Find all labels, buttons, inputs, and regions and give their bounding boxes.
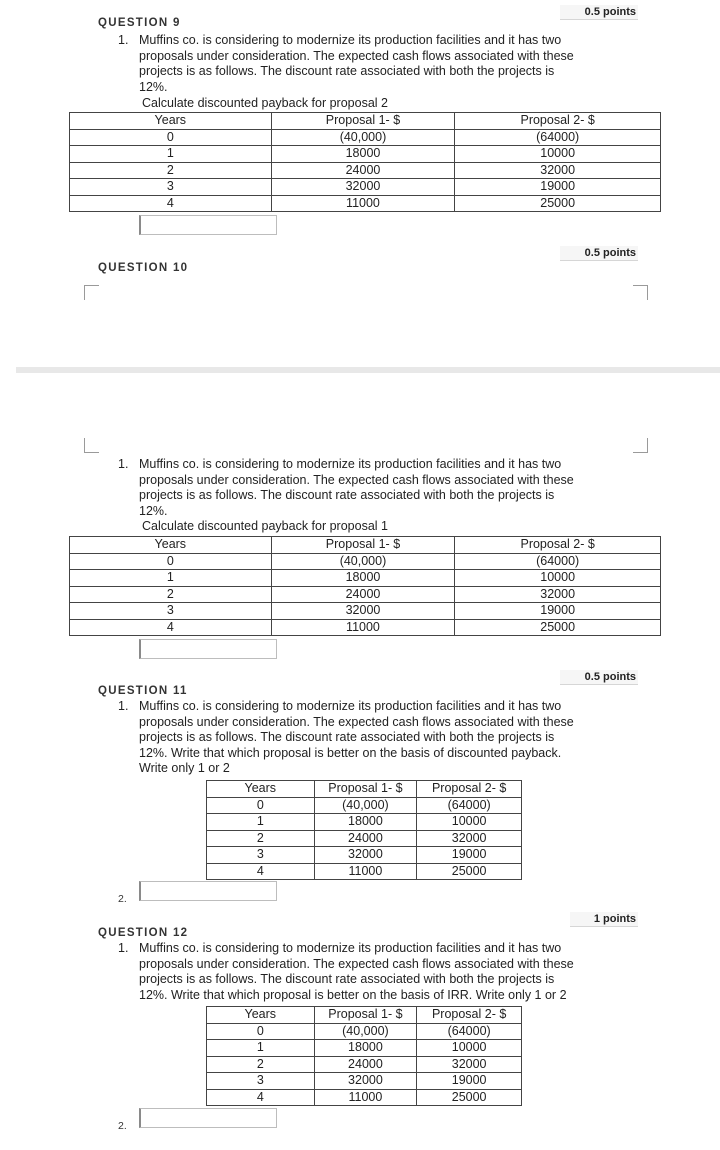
- q11-line: Write only 1 or 2: [139, 761, 230, 776]
- table-row: [207, 830, 522, 847]
- cell: 19000: [417, 847, 522, 864]
- cell: 11000: [271, 619, 455, 636]
- table-row: [70, 586, 661, 603]
- header-proposal-1: Proposal 1- $: [271, 113, 455, 130]
- crop-corner-top-right: [633, 285, 648, 300]
- q12-line: Muffins co. is considering to modernize its production facilities and it has two: [139, 941, 562, 955]
- cell: 32000: [417, 1056, 522, 1073]
- header-proposal-2: Proposal 2- $: [417, 1007, 522, 1024]
- q10-prompt: Calculate discounted payback for proposal 1: [142, 519, 388, 533]
- cell: 25000: [417, 863, 522, 880]
- q9-answer-input[interactable]: [139, 215, 277, 235]
- cell: 1: [70, 570, 272, 587]
- cell: 32000: [417, 830, 522, 847]
- table-row: [207, 1073, 522, 1090]
- cell: 2: [70, 162, 272, 179]
- table-row: [70, 553, 661, 570]
- cell: 2: [207, 830, 315, 847]
- q11-item-number: 1.: [118, 699, 129, 713]
- table-row: [207, 797, 522, 814]
- q9-points: 0.5 points: [560, 5, 638, 20]
- q12-line: projects is as follows. The discount rate associated with both the projects is: [139, 972, 555, 987]
- cell: 0: [70, 129, 272, 146]
- q12-item2-number: 2.: [118, 1120, 127, 1132]
- cell: 19000: [417, 1073, 522, 1090]
- q12-line: 12%. Write that which proposal is better on the basis of IRR. Write only 1 or 2: [139, 987, 567, 1002]
- cell: 24000: [314, 1056, 417, 1073]
- cell: 32000: [271, 179, 455, 196]
- cell: (64000): [455, 129, 661, 146]
- cell: 2: [207, 1056, 315, 1073]
- q10-line: 12%.: [139, 503, 168, 518]
- table-row: [70, 570, 661, 587]
- cell: 3: [70, 179, 272, 196]
- cell: 4: [70, 195, 272, 212]
- q10-line: proposals under consideration. The expected cash flows associated with these: [139, 472, 574, 487]
- cell: (64000): [417, 797, 522, 814]
- q10-title: QUESTION 10: [98, 262, 189, 274]
- cell: 19000: [455, 603, 661, 620]
- header-years: Years: [207, 781, 315, 798]
- cell: 3: [70, 603, 272, 620]
- table-row: [207, 863, 522, 880]
- q9-prompt: Calculate discounted payback for proposal 2: [142, 96, 388, 110]
- table-row: [207, 847, 522, 864]
- crop-corner-bottom-left: [84, 438, 99, 453]
- cell: 3: [207, 847, 315, 864]
- cell: 2: [70, 586, 272, 603]
- header-years: Years: [207, 1007, 315, 1024]
- q12-line: proposals under consideration. The expected cash flows associated with these: [139, 956, 574, 971]
- table-header-row: [207, 1007, 522, 1024]
- cell: 25000: [455, 619, 661, 636]
- cell: (40,000): [314, 1023, 417, 1040]
- table-row: [70, 146, 661, 163]
- cell: 32000: [314, 847, 417, 864]
- cell: 32000: [455, 586, 661, 603]
- table-row: [70, 179, 661, 196]
- table-row: [70, 162, 661, 179]
- cell: 25000: [455, 195, 661, 212]
- cell: (64000): [417, 1023, 522, 1040]
- cell: 3: [207, 1073, 315, 1090]
- q9-line: proposals under consideration. The expected cash flows associated with these: [139, 48, 574, 63]
- q12-answer-input[interactable]: [139, 1108, 277, 1128]
- header-proposal-2: Proposal 2- $: [455, 537, 661, 554]
- cell: 1: [70, 146, 272, 163]
- cell: 4: [207, 863, 315, 880]
- q11-line: proposals under consideration. The expected cash flows associated with these: [139, 714, 574, 729]
- cell: 0: [207, 1023, 315, 1040]
- page-break-divider: [16, 367, 720, 373]
- header-proposal-1: Proposal 1- $: [314, 781, 417, 798]
- table-row: [207, 1023, 522, 1040]
- header-proposal-1: Proposal 1- $: [314, 1007, 417, 1024]
- crop-corner-bottom-right: [633, 438, 648, 453]
- cell: 18000: [271, 146, 455, 163]
- table-row: [207, 1056, 522, 1073]
- q9-line: projects is as follows. The discount rate associated with both the projects is: [139, 64, 555, 79]
- cell: 1: [207, 814, 315, 831]
- cell: 18000: [314, 814, 417, 831]
- cell: 1: [207, 1040, 315, 1057]
- header-proposal-2: Proposal 2- $: [455, 113, 661, 130]
- cell: 11000: [314, 1089, 417, 1106]
- table-header-row: [207, 781, 522, 798]
- cell: 24000: [314, 830, 417, 847]
- q9-title: QUESTION 9: [98, 17, 181, 29]
- cell: 10000: [455, 146, 661, 163]
- cell: 4: [70, 619, 272, 636]
- q10-line: projects is as follows. The discount rate associated with both the projects is: [139, 488, 555, 503]
- q11-answer-input[interactable]: [139, 881, 277, 901]
- q12-title: QUESTION 12: [98, 927, 189, 939]
- table-row: [207, 814, 522, 831]
- q10-cashflow-table: [69, 536, 661, 636]
- q11-line: 12%. Write that which proposal is better on the basis of discounted payback.: [139, 745, 562, 760]
- cell: 10000: [455, 570, 661, 587]
- cell: 10000: [417, 814, 522, 831]
- crop-corner-top-left: [84, 285, 99, 300]
- q12-cashflow-table: [206, 1006, 522, 1106]
- q11-line: Muffins co. is considering to modernize its production facilities and it has two: [139, 699, 562, 713]
- q10-item-number: 1.: [118, 457, 129, 471]
- q9-question-text: [139, 33, 574, 95]
- table-row: [70, 619, 661, 636]
- cell: 32000: [314, 1073, 417, 1090]
- cell: 0: [207, 797, 315, 814]
- header-proposal-1: Proposal 1- $: [271, 537, 455, 554]
- q12-item-number: 1.: [118, 941, 129, 955]
- cell: 11000: [314, 863, 417, 880]
- header-proposal-2: Proposal 2- $: [417, 781, 522, 798]
- cell: (40,000): [271, 553, 455, 570]
- q9-cashflow-table: [69, 112, 661, 212]
- cell: 10000: [417, 1040, 522, 1057]
- q11-item2-number: 2.: [118, 893, 127, 905]
- header-years: Years: [70, 113, 272, 130]
- q9-line: 12%.: [139, 79, 168, 94]
- cell: 24000: [271, 162, 455, 179]
- q11-line: projects is as follows. The discount rate associated with both the projects is: [139, 730, 555, 745]
- q11-title: QUESTION 11: [98, 685, 188, 697]
- cell: 0: [70, 553, 272, 570]
- table-header-row: [70, 113, 661, 130]
- cell: 4: [207, 1089, 315, 1106]
- q11-cashflow-table: [206, 780, 522, 880]
- cell: 24000: [271, 586, 455, 603]
- cell: 11000: [271, 195, 455, 212]
- q12-question-text: [139, 941, 574, 1003]
- cell: 19000: [455, 179, 661, 196]
- cell: 18000: [271, 570, 455, 587]
- q9-item-number: 1.: [118, 33, 129, 47]
- q11-question-text: [139, 699, 574, 777]
- q11-points: 0.5 points: [560, 670, 638, 685]
- q10-points: 0.5 points: [560, 246, 638, 261]
- table-row: [70, 129, 661, 146]
- q10-answer-input[interactable]: [139, 639, 277, 659]
- cell: 25000: [417, 1089, 522, 1106]
- cell: (64000): [455, 553, 661, 570]
- table-row: [70, 195, 661, 212]
- cell: 32000: [271, 603, 455, 620]
- table-row: [207, 1089, 522, 1106]
- q9-line: Muffins co. is considering to modernize its production facilities and it has two: [139, 33, 562, 47]
- table-row: [70, 603, 661, 620]
- q10-question-text: [139, 457, 574, 519]
- cell: (40,000): [314, 797, 417, 814]
- table-row: [207, 1040, 522, 1057]
- header-years: Years: [70, 537, 272, 554]
- cell: 18000: [314, 1040, 417, 1057]
- cell: (40,000): [271, 129, 455, 146]
- table-header-row: [70, 537, 661, 554]
- q10-line: Muffins co. is considering to modernize its production facilities and it has two: [139, 457, 562, 471]
- q12-points: 1 points: [570, 912, 638, 927]
- cell: 32000: [455, 162, 661, 179]
